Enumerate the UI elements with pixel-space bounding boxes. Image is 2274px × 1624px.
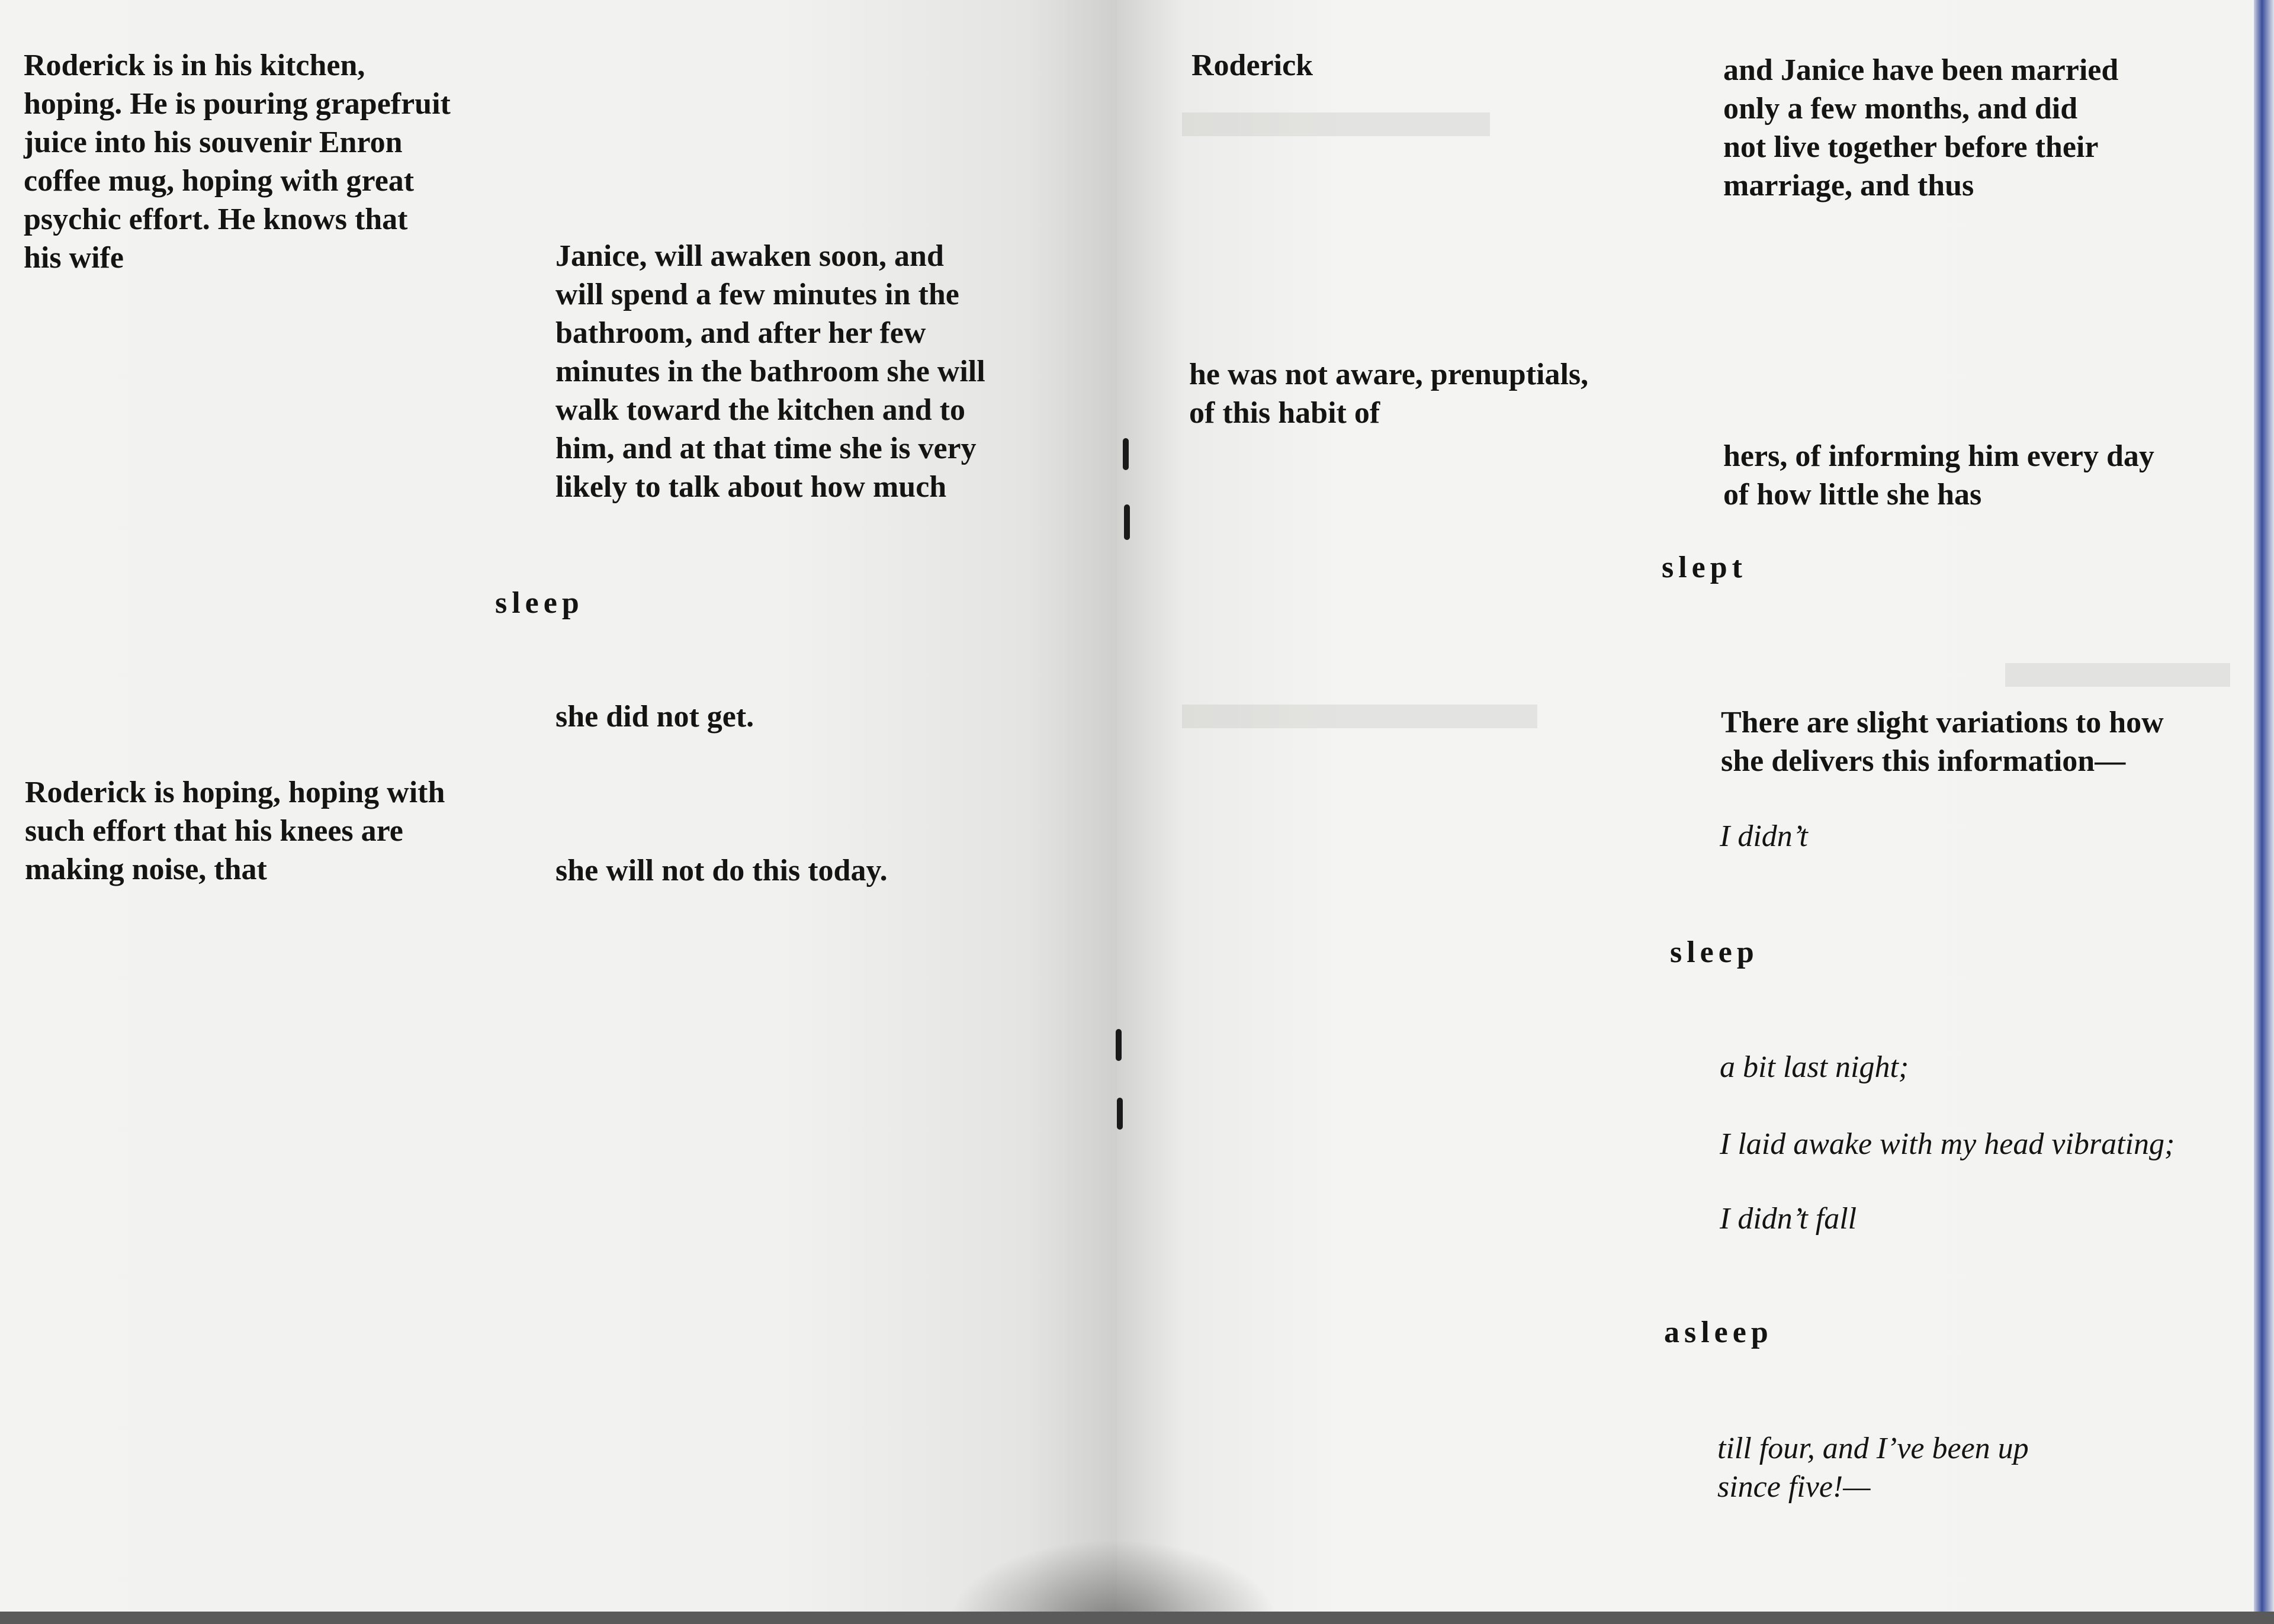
text-janice-awaken: Janice, will awaken soon, and will spend a few minutes in the bathroom, and after her few minutes in the bathroom she will walk toward the kitchen and to him, and at that time she is very likely to talk about how much <box>555 239 985 504</box>
text-informing: hers, of informing him every day of how little she has <box>1723 439 2154 512</box>
word-roderick: Roderick <box>1191 49 1313 82</box>
text-janice-married: and Janice have been married only a few months, and did not live together before their marriage, and thus <box>1723 53 2119 202</box>
bleed-through-shape <box>1182 112 1490 136</box>
text-will-not-today: she will not do this today. <box>555 854 888 887</box>
staple-mark <box>1124 504 1130 540</box>
quote-i-didnt: I didn’t <box>1720 819 1808 853</box>
quote-laid-awake: I laid awake with my head vibrating; <box>1720 1127 2175 1161</box>
staple-mark <box>1116 1029 1122 1061</box>
quote-till-four: till four, and I’ve been up since five!— <box>1717 1432 2029 1504</box>
left-page <box>0 0 1117 1624</box>
quote-bit-last-night: a bit last night; <box>1720 1050 1909 1084</box>
bleed-through-shape <box>2005 663 2230 687</box>
text-not-aware: he was not aware, prenuptials, of this habit of <box>1189 358 1589 430</box>
text-did-not-get: she did not get. <box>555 700 754 734</box>
scan-edge <box>0 1612 2274 1624</box>
page-edge <box>2254 0 2274 1624</box>
right-page <box>1117 0 2254 1624</box>
text-roderick-hoping: Roderick is hoping, hoping with such effort that his knees are making noise, that <box>25 776 445 886</box>
text-roderick-kitchen: Roderick is in his kitchen, hoping. He is pouring grapefruit juice into his souvenir Enron coffee mug, hoping with great psychic effort. He knows that his wife <box>24 49 451 275</box>
bleed-through-shape <box>1182 705 1537 728</box>
word-asleep: asleep <box>1664 1316 1773 1349</box>
word-slept: slept <box>1662 551 1747 584</box>
quote-didnt-fall: I didn’t fall <box>1720 1202 1857 1236</box>
word-sleep: sleep <box>495 586 584 620</box>
word-sleep-right: sleep <box>1670 935 1759 969</box>
text-slight-variations: There are slight variations to how she delivers this information— <box>1721 706 2164 778</box>
staple-mark <box>1123 438 1129 470</box>
staple-mark <box>1117 1098 1123 1130</box>
